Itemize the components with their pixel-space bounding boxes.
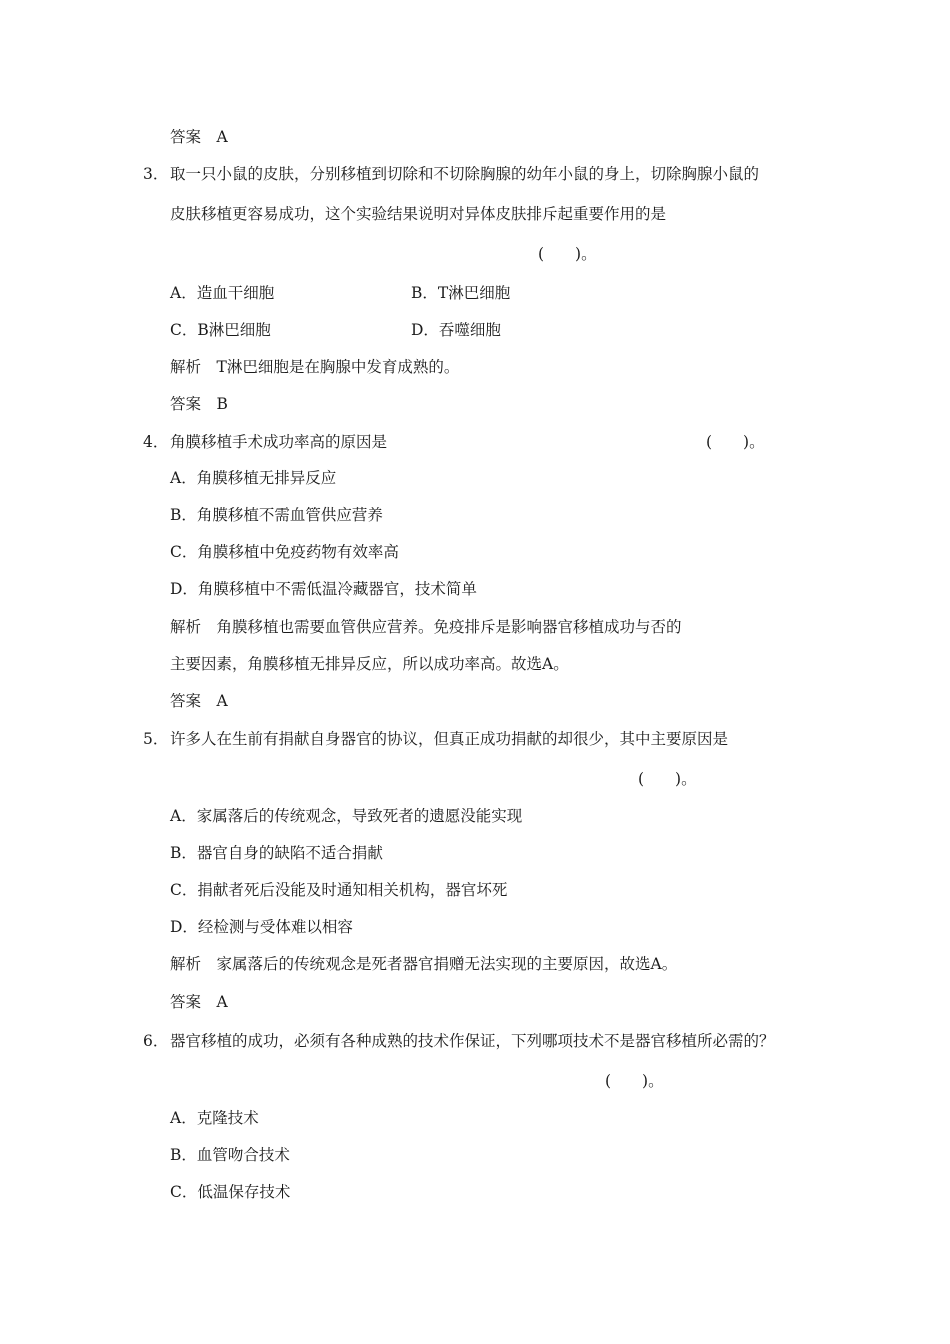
q5-analysis: 解析 家属落后的传统观念是死者器官捐赠无法实现的主要原因，故选A。 — [170, 955, 678, 973]
q2-answer: 答案 A — [170, 128, 228, 146]
q4-answer-blank: ( )。 — [706, 433, 765, 451]
q5-number: 5． — [143, 730, 169, 748]
q4-option-c: C．角膜移植中免疫药物有效率高 — [170, 543, 399, 561]
q3-answer-blank: ( )。 — [538, 245, 597, 263]
q5-option-d: D．经检测与受体难以相容 — [170, 918, 353, 936]
q6-number: 6． — [143, 1032, 169, 1050]
q4-option-b: B．角膜移植不需血管供应营养 — [170, 506, 383, 524]
q4-analysis-line-2: 主要因素，角膜移植无排异反应，所以成功率高。故选A。 — [170, 655, 569, 673]
q5-answer-blank: ( )。 — [638, 770, 697, 788]
q3-stem-line-1: 取一只小鼠的皮肤，分别移植到切除和不切除胸腺的幼年小鼠的身上，切除胸腺小鼠的 — [170, 165, 760, 183]
q6-option-a: A．克隆技术 — [170, 1109, 259, 1127]
q4-analysis-line-1: 解析 角膜移植也需要血管供应营养。免疫排斥是影响器官移植成功与否的 — [170, 618, 682, 636]
q6-answer-blank: ( )。 — [605, 1072, 664, 1090]
q6-option-c: C．低温保存技术 — [170, 1183, 291, 1201]
q3-option-a: A．造血干细胞 — [170, 284, 275, 302]
q6-stem: 器官移植的成功，必须有各种成熟的技术作保证，下列哪项技术不是器官移植所必需的？ — [170, 1032, 775, 1050]
q5-option-c: C．捐献者死后没能及时通知相关机构，器官坏死 — [170, 881, 508, 899]
q4-number: 4． — [143, 433, 169, 451]
q3-option-d: D．吞噬细胞 — [411, 321, 501, 339]
q4-stem: 角膜移植手术成功率高的原因是 — [170, 433, 388, 451]
q3-option-c: C．B淋巴细胞 — [170, 321, 271, 339]
q3-option-b: B．T淋巴细胞 — [411, 284, 511, 302]
q4-option-a: A．角膜移植无排异反应 — [170, 469, 337, 487]
q4-option-d: D．角膜移植中不需低温冷藏器官，技术简单 — [170, 580, 477, 598]
q5-option-b: B．器官自身的缺陷不适合捐献 — [170, 844, 383, 862]
q6-option-b: B．血管吻合技术 — [170, 1146, 290, 1164]
q3-answer: 答案 B — [170, 395, 228, 413]
q3-stem-line-2: 皮肤移植更容易成功，这个实验结果说明对异体皮肤排斥起重要作用的是 — [170, 205, 667, 223]
q5-answer: 答案 A — [170, 993, 228, 1011]
q3-number: 3． — [143, 165, 169, 183]
q5-option-a: A．家属落后的传统观念，导致死者的遗愿没能实现 — [170, 807, 523, 825]
q5-stem: 许多人在生前有捐献自身器官的协议，但真正成功捐献的却很少，其中主要原因是 — [170, 730, 729, 748]
q3-analysis: 解析 T淋巴细胞是在胸腺中发育成熟的。 — [170, 358, 460, 376]
q4-answer: 答案 A — [170, 692, 228, 710]
